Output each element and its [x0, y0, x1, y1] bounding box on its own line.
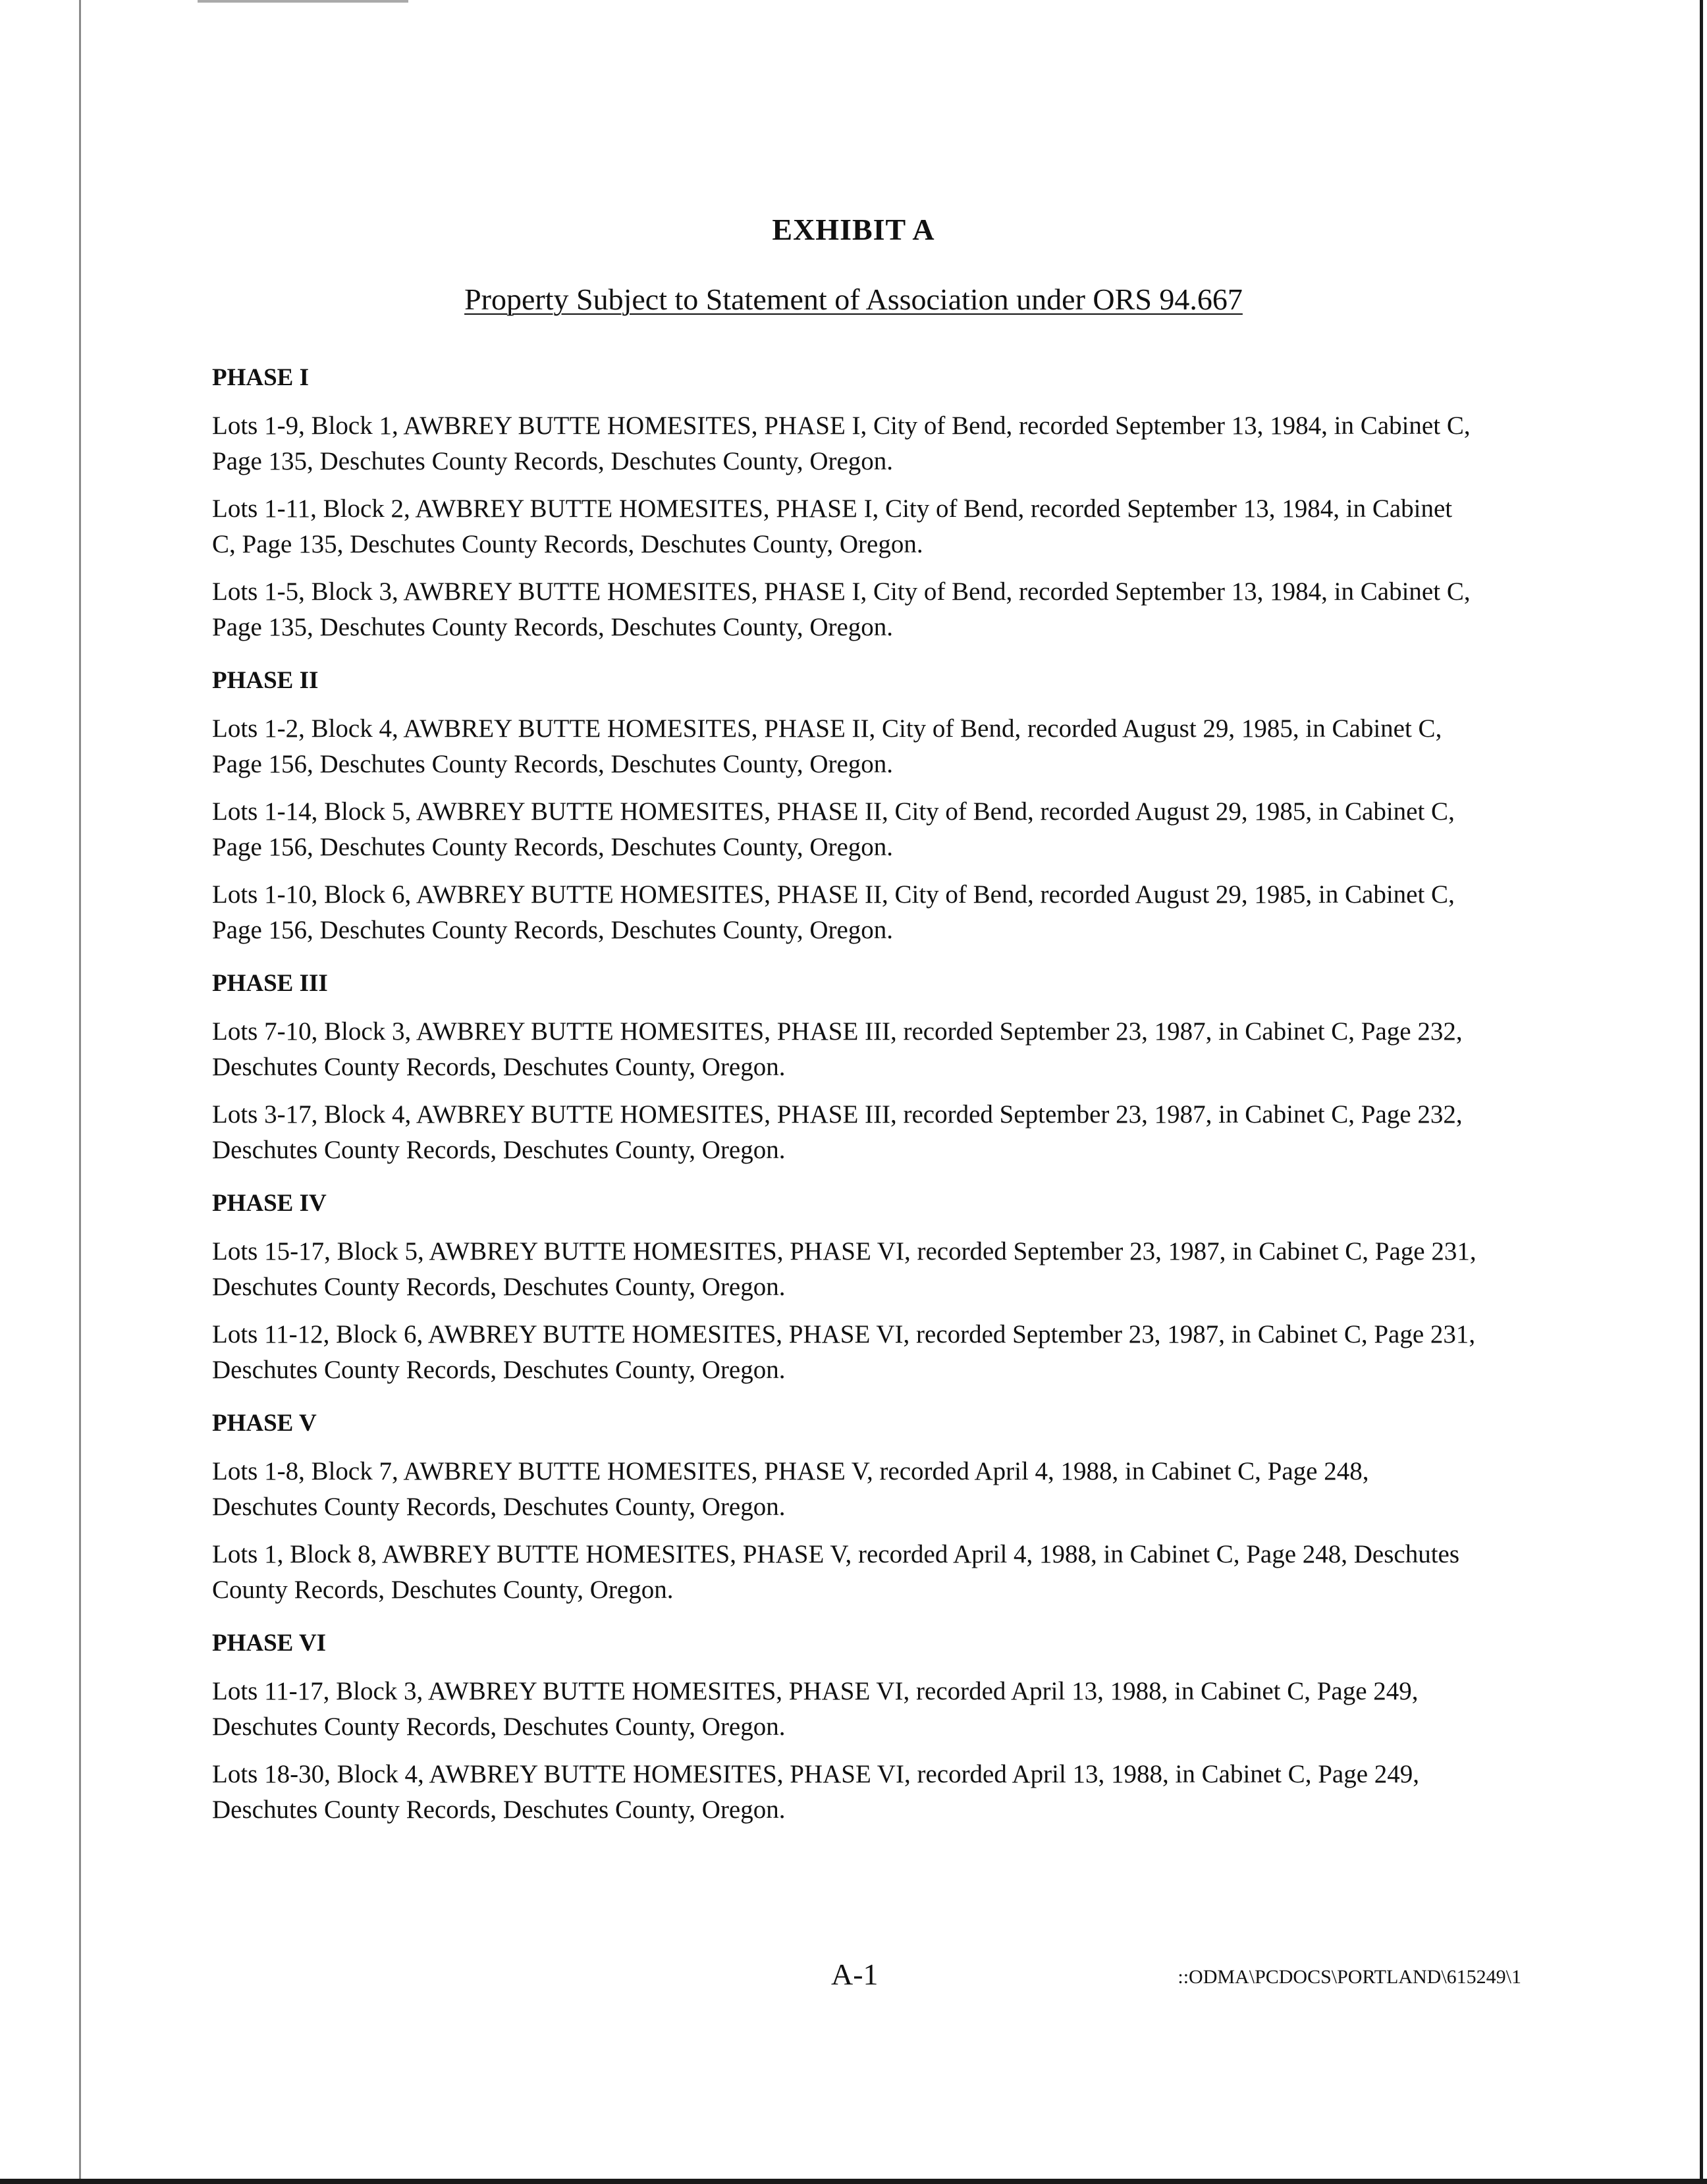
scan-edge-left	[79, 0, 81, 2184]
lot-entry: Lots 15-17, Block 5, AWBREY BUTTE HOMESITES, PHASE VI, recorded September 23, 1987, in Cabinet C, Page 231, Deschutes County Records, Deschutes County, Oregon.	[212, 1237, 1477, 1301]
lot-entry: Lots 1-10, Block 6, AWBREY BUTTE HOMESITES, PHASE II, City of Bend, recorded August 29, 1985, in Cabinet C, Page 156, Deschutes County Records, Deschutes County, Oregon.	[212, 880, 1455, 944]
exhibit-subtitle	[0, 282, 1707, 317]
phase-heading: PHASE III	[212, 970, 328, 997]
page-number: A-1	[831, 1958, 879, 1991]
document-reference: ::ODMA\PCDOCS\PORTLAND\615249\1	[1178, 1966, 1521, 1988]
lot-entry: Lots 7-10, Block 3, AWBREY BUTTE HOMESITES, PHASE III, recorded September 23, 1987, in Cabinet C, Page 232, Deschutes County Records, Deschutes County, Oregon.	[212, 1017, 1463, 1081]
lot-entry: Lots 1, Block 8, AWBREY BUTTE HOMESITES, PHASE V, recorded April 4, 1988, in Cabinet C, Page 248, Deschutes County Records, Deschutes County, Oregon.	[212, 1540, 1460, 1604]
lot-entry: Lots 18-30, Block 4, AWBREY BUTTE HOMESITES, PHASE VI, recorded April 13, 1988, in Cabinet C, Page 249, Deschutes County Records, Deschutes County, Oregon.	[212, 1760, 1419, 1824]
scan-artifact-top	[198, 0, 408, 3]
phase-heading: PHASE VI	[212, 1630, 327, 1657]
lot-entry: Lots 3-17, Block 4, AWBREY BUTTE HOMESITES, PHASE III, recorded September 23, 1987, in Cabinet C, Page 232, Deschutes County Records, Deschutes County, Oregon.	[212, 1100, 1463, 1164]
scan-edge-bottom	[0, 2179, 1707, 2184]
phase-heading: PHASE II	[212, 667, 319, 694]
exhibit-subtitle-text: Property Subject to Statement of Association under ORS 94.667	[464, 282, 1243, 316]
lot-entry: Lots 1-11, Block 2, AWBREY BUTTE HOMESITES, PHASE I, City of Bend, recorded September 13, 1984, in Cabinet C, Page 135, Deschutes County Records, Deschutes County, Oregon.	[212, 494, 1453, 558]
phase-section	[212, 1186, 1477, 1388]
phase-heading: PHASE V	[212, 1410, 317, 1437]
exhibit-title: EXHIBIT A	[772, 213, 935, 246]
phase-heading: PHASE IV	[212, 1190, 327, 1217]
lot-entry: Lots 11-17, Block 3, AWBREY BUTTE HOMESITES, PHASE VI, recorded April 13, 1988, in Cabinet C, Page 249, Deschutes County Records, Deschutes County, Oregon.	[212, 1677, 1419, 1741]
phase-section	[212, 1406, 1477, 1608]
lot-entry: Lots 1-5, Block 3, AWBREY BUTTE HOMESITES, PHASE I, City of Bend, recorded September 13, 1984, in Cabinet C, Page 135, Deschutes County Records, Deschutes County, Oregon.	[212, 577, 1471, 641]
phase-section	[212, 664, 1477, 948]
lot-entry: Lots 1-8, Block 7, AWBREY BUTTE HOMESITES, PHASE V, recorded April 4, 1988, in Cabinet C, Page 248, Deschutes County Records, Deschutes County, Oregon.	[212, 1457, 1369, 1521]
phase-section	[212, 1626, 1477, 1828]
scan-edge-right	[1700, 0, 1703, 2184]
phase-heading: PHASE I	[212, 364, 310, 391]
lot-entry: Lots 1-14, Block 5, AWBREY BUTTE HOMESITES, PHASE II, City of Bend, recorded August 29, 1985, in Cabinet C, Page 156, Deschutes County Records, Deschutes County, Oregon.	[212, 797, 1455, 861]
phase-section	[212, 361, 1477, 645]
phase-section	[212, 967, 1477, 1168]
lot-entry: Lots 1-9, Block 1, AWBREY BUTTE HOMESITES, PHASE I, City of Bend, recorded September 13, 1984, in Cabinet C, Page 135, Deschutes County Records, Deschutes County, Oregon.	[212, 412, 1471, 475]
lot-entry: Lots 11-12, Block 6, AWBREY BUTTE HOMESITES, PHASE VI, recorded September 23, 1987, in Cabinet C, Page 231, Deschutes County Records, Deschutes County, Oregon.	[212, 1320, 1476, 1384]
phase-sections	[212, 361, 1477, 1846]
lot-entry: Lots 1-2, Block 4, AWBREY BUTTE HOMESITES, PHASE II, City of Bend, recorded August 29, 1985, in Cabinet C, Page 156, Deschutes County Records, Deschutes County, Oregon.	[212, 714, 1442, 778]
